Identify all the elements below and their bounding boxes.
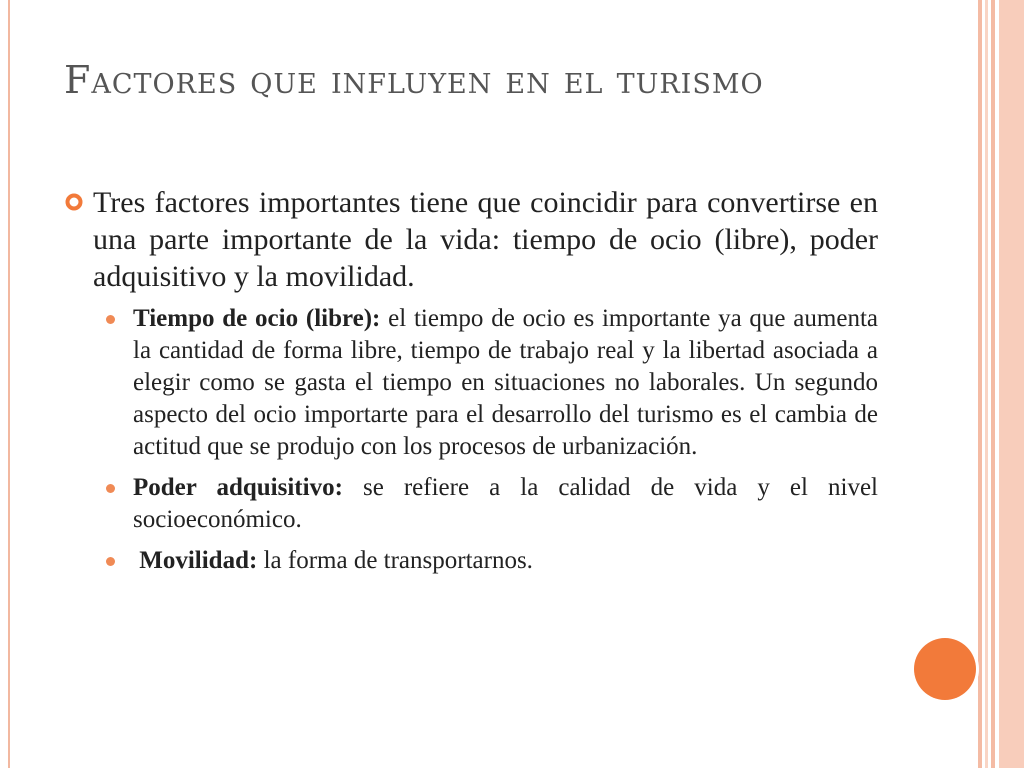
sub-bullet-term: Tiempo de ocio (libre): bbox=[133, 305, 381, 332]
stripe-4 bbox=[999, 0, 1024, 768]
orange-dot-bullet-icon bbox=[106, 557, 115, 566]
sub-bullet-poder-adquisitivo bbox=[64, 472, 878, 536]
sub-bullet-text: la forma de transportarnos. bbox=[257, 547, 533, 574]
sub-bullet-term: Movilidad: bbox=[133, 547, 258, 574]
sub-bullet-text: se refiere a la calidad de vida y el nivel socioeconómico. bbox=[133, 474, 878, 533]
sub-bullet-text: el tiempo de ocio es importante ya que aumenta la cantidad de forma libre, tiempo de trabajo real y la libertad asociada a elegir como se gasta el tiempo en situaciones no laborales. Un segundo aspecto del ocio importarte para el desarrollo del turismo es el cambia de actitud que se produjo con los procesos de urbanización. bbox=[133, 305, 878, 460]
orange-dot-bullet-icon bbox=[106, 315, 115, 324]
sub-bullet-term: Poder adquisitivo: bbox=[133, 474, 343, 501]
slide-body bbox=[64, 184, 878, 586]
left-border-line bbox=[8, 0, 10, 768]
stripe-1 bbox=[978, 0, 982, 768]
orange-dot-bullet-icon bbox=[106, 484, 115, 493]
sub-bullet-movilidad bbox=[64, 545, 878, 577]
sub-bullet-list bbox=[64, 303, 878, 577]
stripe-2 bbox=[985, 0, 988, 768]
sub-bullet-tiempo-de-ocio bbox=[64, 303, 878, 463]
orange-circle-icon bbox=[914, 638, 976, 700]
slide-title: Factores que influyen en el turismo bbox=[64, 58, 764, 102]
right-decorative-stripes bbox=[978, 0, 1024, 768]
stripe-3 bbox=[991, 0, 995, 768]
main-bullet bbox=[64, 184, 878, 295]
main-bullet-text: Tres factores importantes tiene que coincidir para convertirse en una parte importante de la vida: tiempo de ocio (libre), poder adquisitivo y la movilidad. bbox=[93, 186, 878, 293]
orange-ring-bullet-icon bbox=[65, 193, 83, 211]
